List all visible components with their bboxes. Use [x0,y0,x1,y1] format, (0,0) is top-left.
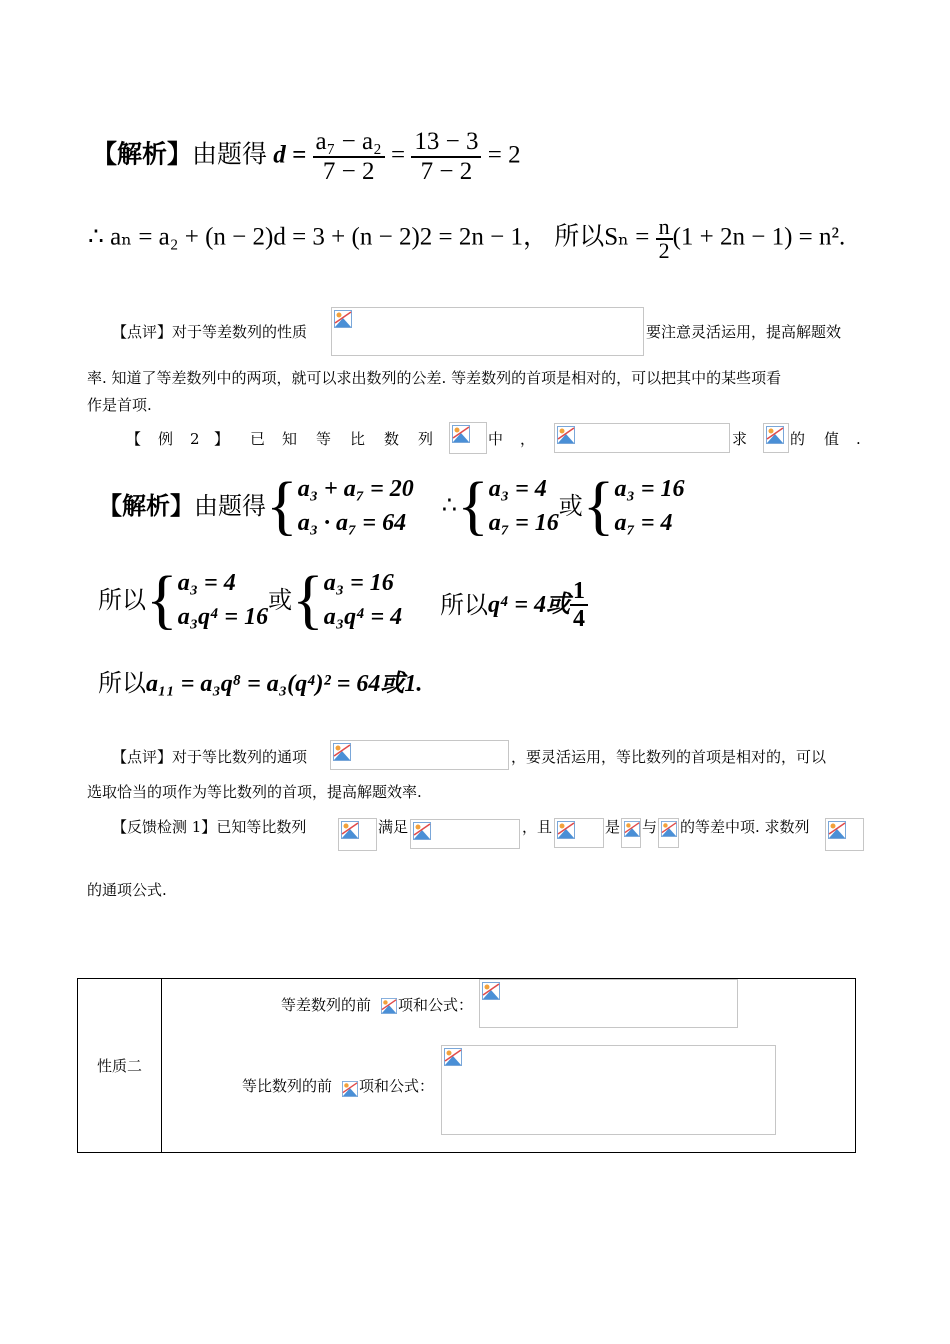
analysis1-line2-suoyi: 所以 [554,221,605,251]
line2-frac-numerator: n [656,216,673,240]
analysis1-result: = 2 [487,141,521,169]
broken-image-icon [661,821,677,837]
system1-eq2: a₃ · a₇ = 64 [297,510,407,536]
formula-image-placeholder [338,818,377,851]
example2-dot: . [856,430,861,448]
comment2-text-a: 对于等比数列的通项 [172,748,308,766]
frac2-numerator: 13 − 3 [411,128,481,158]
feedback-text-e: 与 [642,818,658,836]
broken-image-icon [334,310,352,328]
formula-image-placeholder [330,740,509,770]
comment1-line3: 作是首项. [87,396,152,414]
analysis1-text: 由题得 [192,139,268,169]
feedback-text-d: 是 [605,818,621,836]
comment2-label: 【点评】 [112,748,173,766]
example2-mid: 中 [488,430,504,448]
analysis1-line1: 【解析】由题得 d = $\frac{\text{a₇ − a₂}}{7 - 2}$ = $\frac{13 - 3}{7 - 2}$ = 2 [92,128,521,185]
broken-image-icon [482,982,500,1000]
table-line2-b: 项和公式： [359,1077,435,1095]
example2-c2: 2 [190,430,200,448]
q-frac-denominator: 4 [573,606,586,632]
comment2-line2: 选取恰当的项作为等比数列的首项，提高解题效率. [87,783,422,801]
example2-c0: 【 [126,430,142,448]
example2-c5: 知 [282,430,298,448]
comment1-line1-a [112,322,307,342]
broken-image-icon [333,743,351,761]
formula-image-placeholder [621,818,641,848]
example2-c8: 数 [384,430,400,448]
formula-image-placeholder [331,307,644,356]
system5-eq2: a₃q⁴ = 4 [323,604,403,630]
example2-c1: 例 [158,430,174,448]
formula-image-placeholder [342,1081,358,1097]
system1-eq1: a₃ + a₇ = 20 [297,476,414,502]
comment2-line1-a [112,747,307,767]
feedback-label: 【反馈检测 1】 [112,818,217,836]
feedback-text-f: 的等差中项. 求数列 [680,818,810,836]
formula-image-placeholder [441,1045,776,1135]
example2-c7: 比 [350,430,366,448]
example2-de: 的 [790,430,806,448]
analysis1-line2-s: Sₙ = [604,223,650,251]
example2-c6: 等 [316,430,332,448]
feedback-line1-a [112,817,306,837]
analysis1-frac1 [313,128,385,186]
analysis1-line2-tail: (1 + 2n − 1) = n². [672,223,846,251]
broken-image-icon [624,821,640,837]
analysis1-frac2 [411,128,481,186]
system3-eq2: a₇ = 4 [614,510,673,536]
analysis2-q-eq: q⁴ = 4或 [488,592,571,618]
broken-image-icon [413,822,431,840]
analysis2-q-line [440,578,588,632]
formula-image-placeholder [381,998,397,1014]
frac1-denominator: 7 − 2 [322,158,375,185]
line2-frac-denominator: 2 [658,238,670,263]
analysis1-label: 【解析】 [92,139,193,169]
analysis2-final-eq: a₁₁ = a₃q⁸ = a₃(q⁴)² = 64或1. [146,671,423,697]
analysis2-system1 [298,472,414,540]
formula-image-placeholder [449,422,487,454]
table-row-header: 性质二 [96,1056,142,1075]
table-line2-a: 等比数列的前 [242,1077,333,1095]
analysis2-q-frac [570,578,588,632]
broken-image-icon [452,425,470,443]
analysis2-line2: 所以{a₃ = 4 a₃q⁴ = 16或{a₃ = 16 a₃q⁴ = 4 [98,563,403,636]
analysis2-final-suoyi: 所以 [98,669,146,697]
broken-image-icon [444,1048,462,1066]
q-frac-numerator: 1 [570,578,588,606]
frac1-numerator: a₇ − a₂ [313,128,385,158]
analysis1-d: d = [273,141,307,169]
comment1-text-b: 要注意灵活运用，提高解题效 [646,323,842,341]
analysis2-suoyi: 所以 [98,586,146,614]
broken-image-icon [828,821,846,839]
comment2-text-b: ，要灵活运用，等比数列的首项是相对的，可以 [511,748,827,766]
analysis2-or2: 或 [268,586,293,614]
frac2-denominator: 7 − 2 [420,158,473,185]
analysis2-system4 [178,566,268,634]
formula-image-placeholder [554,818,604,848]
analysis1-line2-eq: ∴ aₙ = a₂ + (n − 2)d = 3 + (n − 2)2 = 2n − 1， [88,223,548,251]
analysis1-line2 [88,216,845,262]
analysis2-therefore: ∴ [441,493,458,519]
formula-image-placeholder [825,818,864,851]
broken-image-icon [381,998,397,1014]
analysis2-final [98,668,422,699]
analysis1-line2-frac [656,216,673,262]
broken-image-icon [766,426,784,444]
analysis2-system3 [614,472,684,540]
broken-image-icon [557,426,575,444]
formula-image-placeholder [410,819,520,849]
broken-image-icon [557,821,575,839]
analysis2-label: 【解析】 [98,492,194,520]
formula-image-placeholder [763,423,789,453]
analysis2-text: 由题得 [194,492,266,520]
example2-comma: ， [520,430,536,448]
analysis2-q-suoyi: 所以 [440,591,488,619]
formula-image-placeholder [554,423,730,453]
example2-c3: 】 [214,430,230,448]
comment1-label: 【点评】 [112,323,173,341]
broken-image-icon [341,821,359,839]
example2-qiu: 求 [732,430,748,448]
feedback-text-c: ，且 [522,818,553,836]
example2-c9: 列 [418,430,434,448]
formula-image-placeholder [479,979,738,1028]
example2-c4: 已 [250,430,266,448]
system4-eq1: a₃ = 4 [177,570,236,596]
comment1-text-a: 对于等差数列的性质 [172,323,308,341]
system2-eq2: a₇ = 16 [488,510,559,536]
feedback-line2: 的通项公式. [87,881,167,899]
feedback-text-b: 满足 [378,818,409,836]
table-row-header-cell [78,979,162,1153]
analysis2-system5 [324,566,402,634]
feedback-text-a: 已知等比数列 [216,818,307,836]
system4-eq2: a₃q⁴ = 16 [177,604,269,630]
comment1-line2: 率. 知道了等差数列中的两项，就可以求出数列的公差. 等差数列的首项是相对的，可以把其中的某些项看 [87,369,782,387]
system5-eq1: a₃ = 16 [323,570,394,596]
analysis2-system2 [489,472,559,540]
system2-eq1: a₃ = 4 [488,476,547,502]
analysis2-or: 或 [558,492,583,520]
formula-image-placeholder [658,818,679,848]
example2-zhi: 值 [824,430,840,448]
system3-eq1: a₃ = 16 [614,476,685,502]
broken-image-icon [342,1081,358,1097]
analysis2-line1: 【解析】由题得{a₃ + a₇ = 20 a₃ · a₇ = 64 ∴{a₃ = 4 a₇ = 16或{a₃ = 16 a₇ = 4 [98,469,685,542]
table-line1-b: 项和公式： [398,996,474,1014]
table-line1-a: 等差数列的前 [281,996,372,1014]
